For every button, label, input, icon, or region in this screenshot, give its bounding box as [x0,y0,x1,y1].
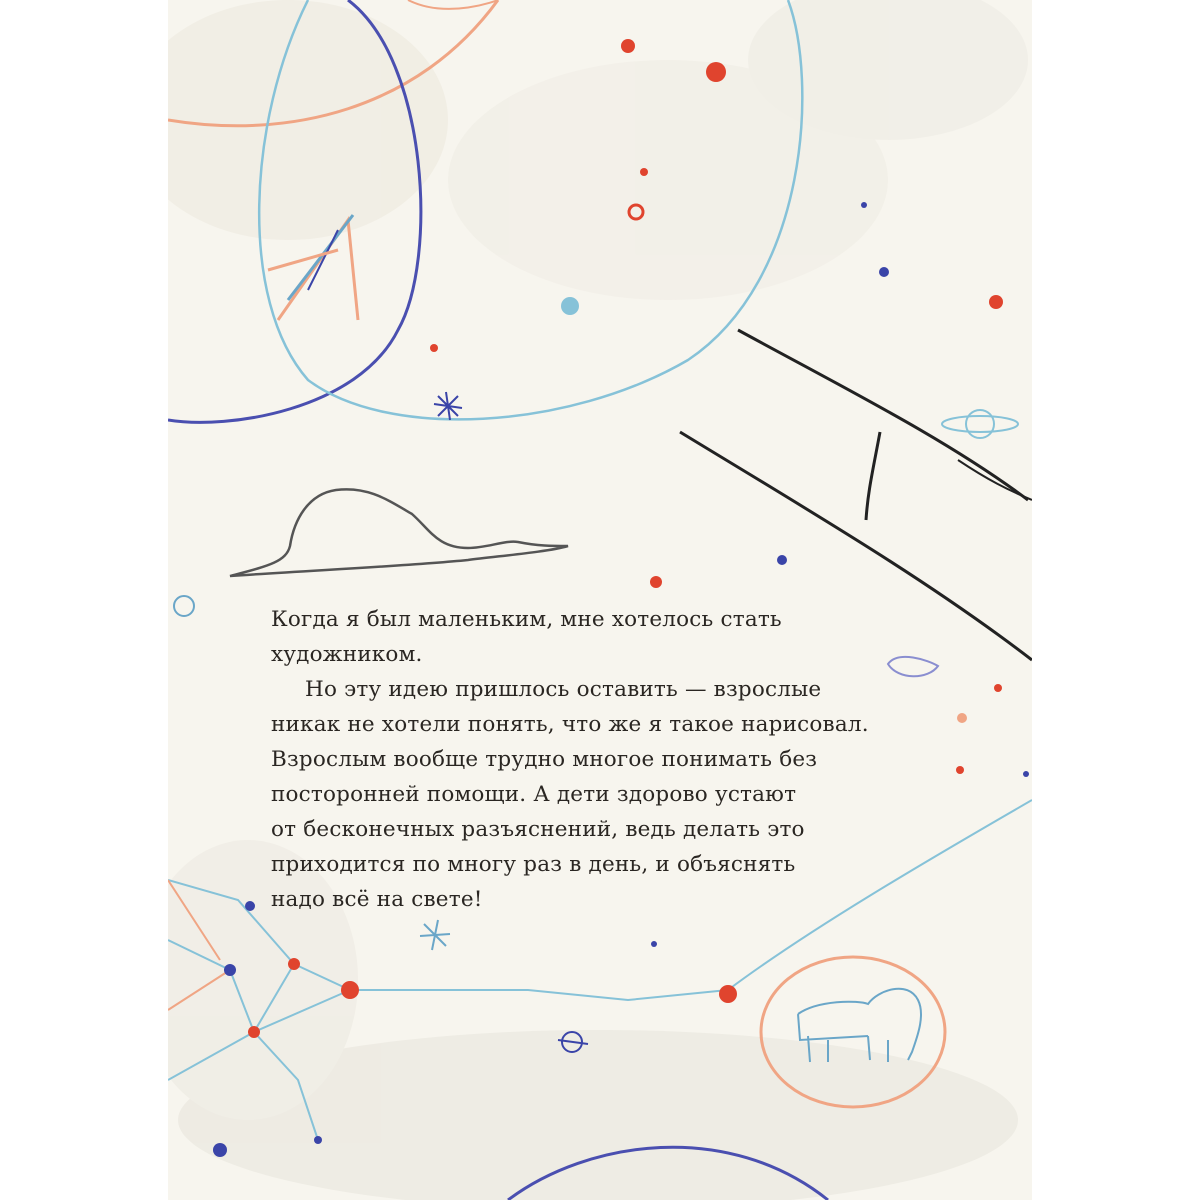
paragraph-1-line-2: художником. [271,642,423,667]
illustration-layer [168,0,1032,1200]
orange-curve [408,0,498,9]
charcoal-line-mid [866,432,880,520]
paragraph-2-line-4: посторонней помощи. А дети здорово устают [271,782,797,807]
charcoal-line-top [738,330,1028,500]
paragraph-2-line-6: приходится по многу раз в день, и объяснять [271,852,796,877]
planet-icon [942,410,1018,438]
paragraph-2-line-5: от бесконечных разъяснений, ведь делать это [271,817,805,842]
story-text [271,602,991,917]
asterisk-star-icon [434,392,462,420]
paragraph-2-line-1: Но эту идею пришлось оставить — взрослые [305,677,822,702]
paragraph-2-line-7: надо всё на свете! [271,887,483,912]
blue-scribble-left [174,596,194,616]
bug-sketch-icon [420,920,450,950]
book-page [168,0,1032,1200]
paragraph-1-line-1: Когда я был маленьким, мне хотелось стать [271,607,782,632]
boa-hat-drawing [230,489,568,576]
paragraph-2-line-3: Взрослым вообще трудно многое понимать без [271,747,818,772]
watercolor-wash [168,0,1028,1200]
paragraph-2-line-2: никак не хотели понять, что же я такое нарисовал. [271,712,869,737]
